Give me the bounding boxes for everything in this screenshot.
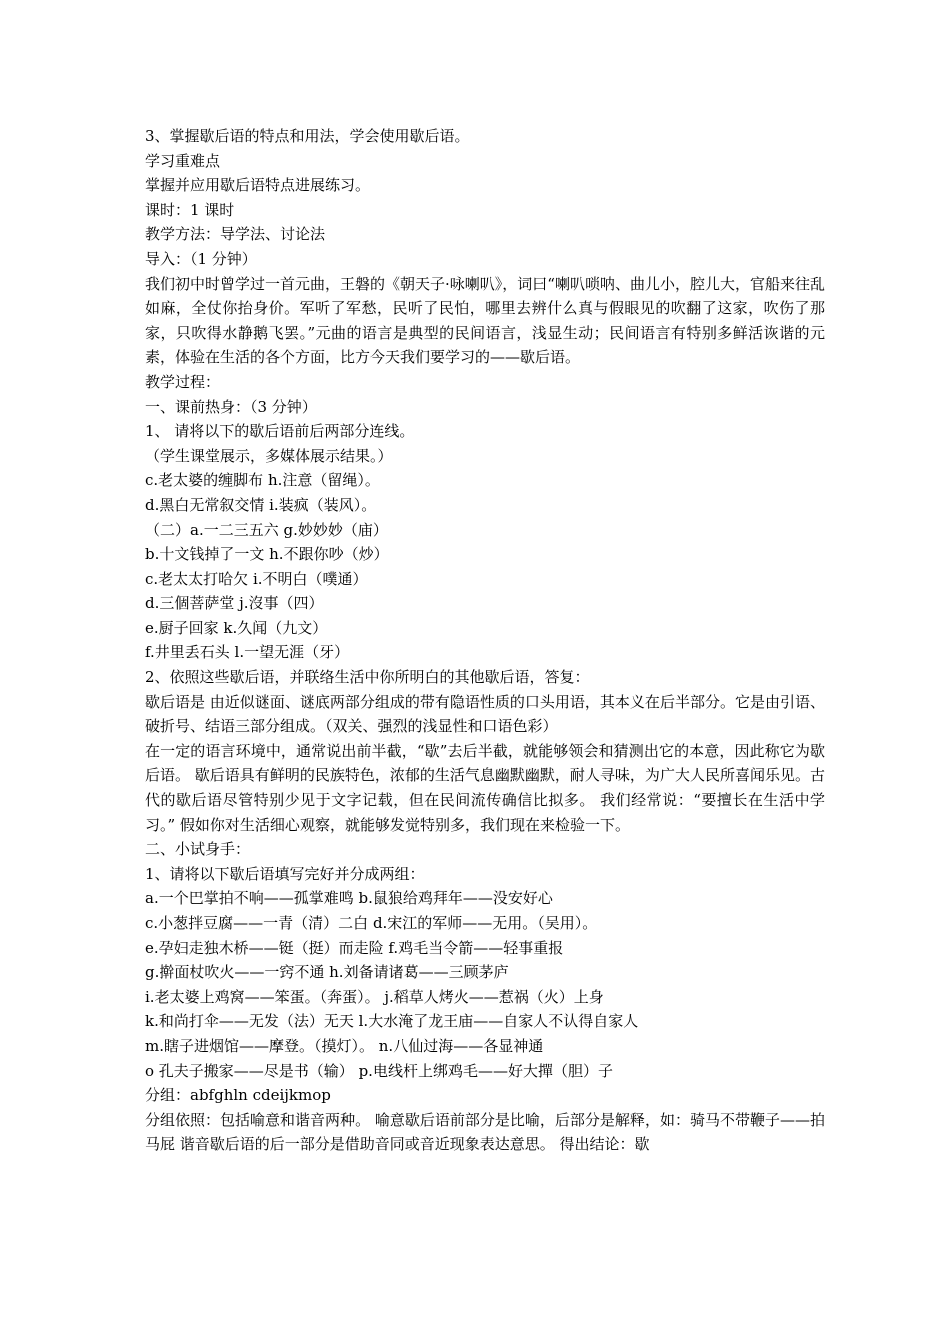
- definition-paragraph: 歇后语是 由近似谜面、谜底两部分组成的带有隐语性质的口头用语，其本义在后半部分。它是由引语、破折号、结语三部分组成。（双关、强烈的浅显性和口语色彩）: [145, 692, 825, 736]
- teaching-process-heading: 教学过程：: [145, 372, 221, 391]
- teaching-method-line: 教学方法：导学法、讨论法: [145, 225, 326, 244]
- list-item: e.孕妇走独木桥——铤（挺）而走险 f.鸡毛当令箭——轻事重报: [145, 938, 564, 957]
- warmup-heading: 一、课前热身：（3 分钟）: [145, 397, 317, 416]
- document-body: [145, 124, 825, 1157]
- list-item: c.老太婆的缠脚布 h.注意（留绳）。: [145, 471, 380, 490]
- objective-line: 3、掌握歇后语的特点和用法，学会使用歇后语。: [145, 127, 470, 145]
- grouping-line: 分组：abfghln cdeijkmop: [145, 1086, 331, 1105]
- introduction-paragraph: 我们初中时曾学过一首元曲，王磐的《朝天子·咏喇叭》，词曰“喇叭唢呐、曲儿小，腔儿大，官船来往乱如麻，全仗你抬身价。军听了军愁，民听了民怕，哪里去辨什么真与假眼见的吹翻了这家，吹伤了那家，只吹得水静鹅飞罢。”元曲的语言是典型的民间语言，浅显生动；民间语言有特别多鲜活诙谐的元素，体验在生活的各个方面，比方今天我们要学习的——歇后语。: [145, 274, 825, 367]
- class-hours-line: 课时：1 课时: [145, 200, 235, 219]
- list-item: g.擀面杖吹火——一窍不通 h.刘备请诸葛——三顾茅庐: [145, 963, 509, 982]
- warmup-task-2: 2、依照这些歇后语，并联络生活中你所明白的其他歇后语，答复：: [145, 668, 590, 687]
- warmup-task-1: 1、 请将以下的歇后语前后两部分连线。: [145, 422, 415, 441]
- introduction-heading: 导入：（1 分钟）: [145, 249, 257, 268]
- list-item: e.厨子回家 k.久闻（九文）: [145, 618, 328, 637]
- list-item: f.井里丢石头 l.一望无涯（牙）: [145, 643, 350, 662]
- list-item: （二）a.一二三五六 g.妙妙妙（庙）: [145, 520, 388, 539]
- list-item: i.老太婆上鸡窝——笨蛋。（奔蛋）。 j.稻草人烤火——惹祸（火）上身: [145, 987, 604, 1006]
- list-item: a.一个巴掌拍不响——孤掌难鸣 b.鼠狼给鸡拜年——没安好心: [145, 889, 553, 908]
- list-item: o 孔夫子搬家——尽是书（输） p.电线杆上绑鸡毛——好大撣（胆）子: [145, 1061, 613, 1080]
- list-item: b.十文钱掉了一文 h.不跟你吵（炒）: [145, 545, 389, 564]
- key-points-text: 掌握并应用歇后语特点进展练习。: [145, 176, 371, 195]
- list-item: d.黑白无常叙交情 i.装疯（装风）。: [145, 495, 377, 514]
- warmup-note: （学生课堂展示，多媒体展示结果。）: [145, 446, 393, 465]
- practice-heading: 二、小试身手：: [145, 840, 251, 859]
- grouping-basis-paragraph: 分组依照：包括喻意和谐音两种。 喻意歇后语前部分是比喻，后部分是解释，如：骑马不带鞭子——拍马屁 谐音歇后语的后一部分是借助音同或音近现象表达意思。 得出结论：歇: [145, 1110, 825, 1154]
- section-heading-key-points: 学习重难点: [145, 151, 221, 170]
- practice-task-1: 1、请将以下歇后语填写完好并分成两组：: [145, 864, 425, 883]
- list-item: c.小葱拌豆腐——一青（清）二白 d.宋江的军师——无用。（吴用）。: [145, 914, 598, 932]
- list-item: d.三個菩萨堂 j.沒事（四）: [145, 594, 324, 613]
- list-item: m.瞎子进烟馆——摩登。（摸灯）。 n.八仙过海——各显神通: [145, 1036, 544, 1055]
- list-item: c.老太太打哈欠 i.不明白（噗通）: [145, 569, 368, 588]
- list-item: k.和尚打伞——无发（法）无天 l.大水淹了龙王庙——自家人不认得自家人: [145, 1012, 639, 1031]
- explanation-paragraph: 在一定的语言环境中，通常说出前半截，“歇”去后半截，就能够领会和猜测出它的本意，因此称它为歇后语。 歇后语具有鲜明的民族特色，浓郁的生活气息幽默幽默，耐人寻味，为广大人民所喜闻乐见。古代的歇后语尽管特别少见于文字记载，但在民间流传确信比拟多。 我们经常说：“要擅长在生活中学习。” 假如你对生活细心观察，就能够发觉特别多，我们现在来检验一下。: [145, 741, 825, 834]
